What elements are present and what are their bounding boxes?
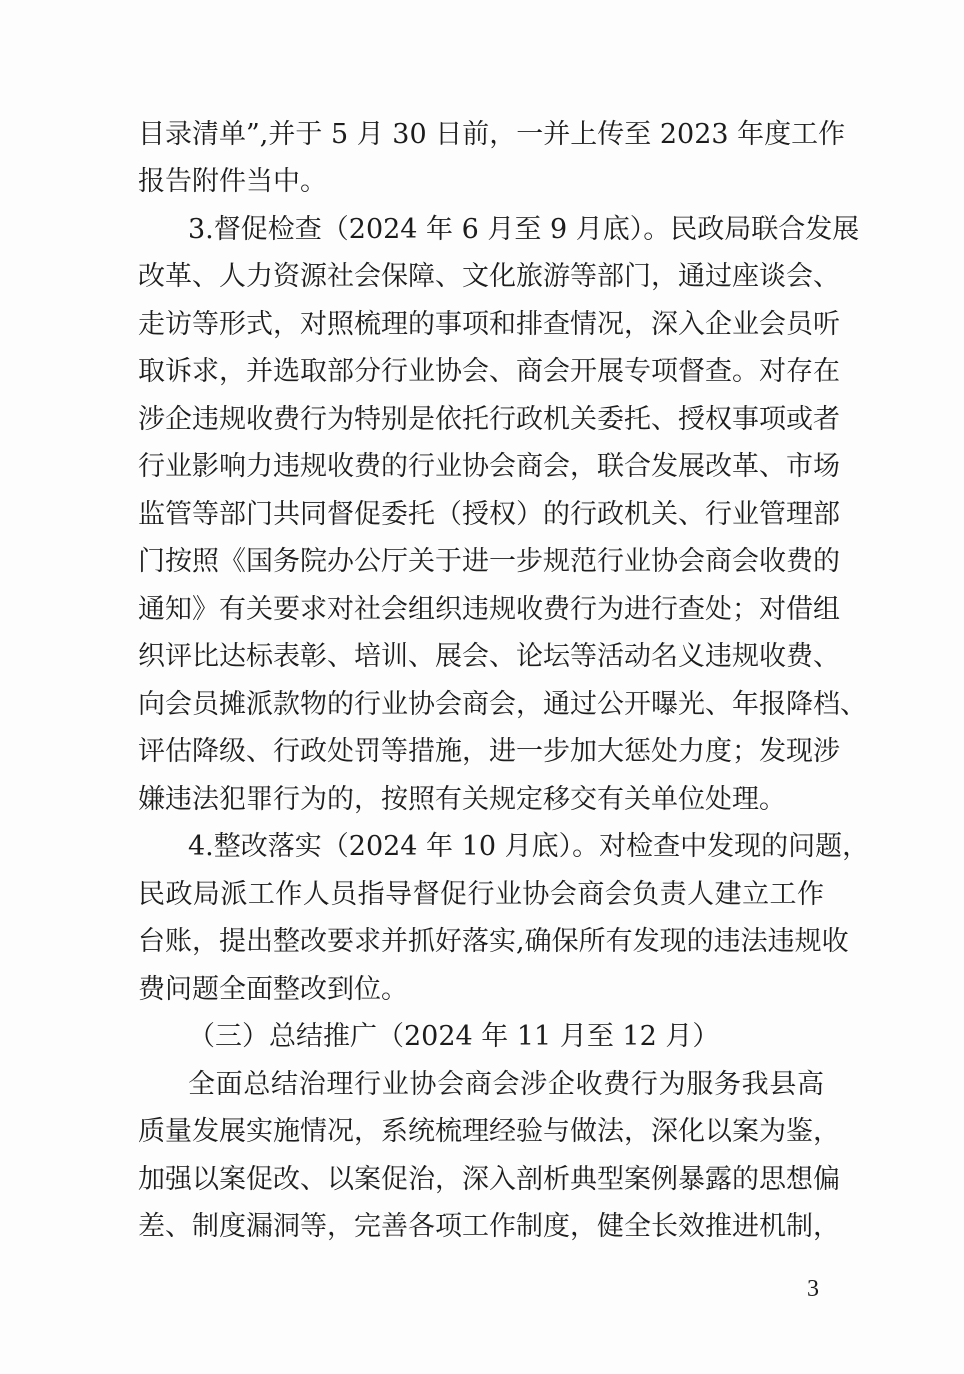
body-text-line: 费问题全面整改到位。	[138, 974, 408, 1005]
body-text-line: 向会员摊派款物的行业协会商会，通过公开曝光、年报降档、	[138, 689, 867, 720]
body-text-line: 改革、人力资源社会保障、文化旅游等部门，通过座谈会、	[138, 261, 840, 292]
section-heading-rectification: 4.整改落实（2024 年 10 月底）。对检查中发现的问题，	[188, 831, 870, 862]
page-number: 3	[807, 1276, 819, 1302]
body-text-line: 全面总结治理行业协会商会涉企收费行为服务我县高	[188, 1069, 824, 1100]
body-text-line: 监管等部门共同督促委托（授权）的行政机关、行业管理部	[138, 499, 840, 530]
body-text-line: 取诉求，并选取部分行业协会、商会开展专项督查。对存在	[138, 356, 840, 387]
body-text-line: 行业影响力违规收费的行业协会商会，联合发展改革、市场	[138, 451, 840, 482]
body-text-line: 加强以案促改、以案促治，深入剖析典型案例暴露的思想偏	[138, 1164, 840, 1195]
section-heading-supervision: 3.督促检查（2024 年 6 月至 9 月底）。民政局联合发展	[188, 214, 860, 245]
body-text-line: 通知》有关要求对社会组织违规收费行为进行查处；对借组	[138, 594, 840, 625]
body-text-line: 民政局派工作人员指导督促行业协会商会负责人建立工作	[138, 879, 824, 910]
body-text-line: 目录清单”,并于 5 月 30 日前，一并上传至 2023 年度工作	[138, 119, 846, 150]
body-text-line: 评估降级、行政处罚等措施，进一步加大惩处力度；发现涉	[138, 736, 840, 767]
body-text-line: 差、制度漏洞等，完善各项工作制度，健全长效推进机制，	[138, 1211, 840, 1242]
body-text-line: 涉企违规收费行为特别是依托行政机关委托、授权事项或者	[138, 404, 840, 435]
section-heading-summary: （三）总结推广（2024 年 11 月至 12 月）	[188, 1021, 720, 1052]
body-text-line: 门按照《国务院办公厅关于进一步规范行业协会商会收费的	[138, 546, 840, 577]
body-text-line: 台账，提出整改要求并抓好落实,确保所有发现的违法违规收	[138, 926, 849, 957]
body-text-line: 质量发展实施情况，系统梳理经验与做法，深化以案为鉴，	[138, 1116, 840, 1147]
body-text-line: 走访等形式，对照梳理的事项和排查情况，深入企业会员听	[138, 309, 840, 340]
body-text-line: 报告附件当中。	[138, 166, 327, 197]
body-text-line: 嫌违法犯罪行为的，按照有关规定移交有关单位处理。	[138, 784, 786, 815]
body-text-line: 织评比达标表彰、培训、展会、论坛等活动名义违规收费、	[138, 641, 840, 672]
